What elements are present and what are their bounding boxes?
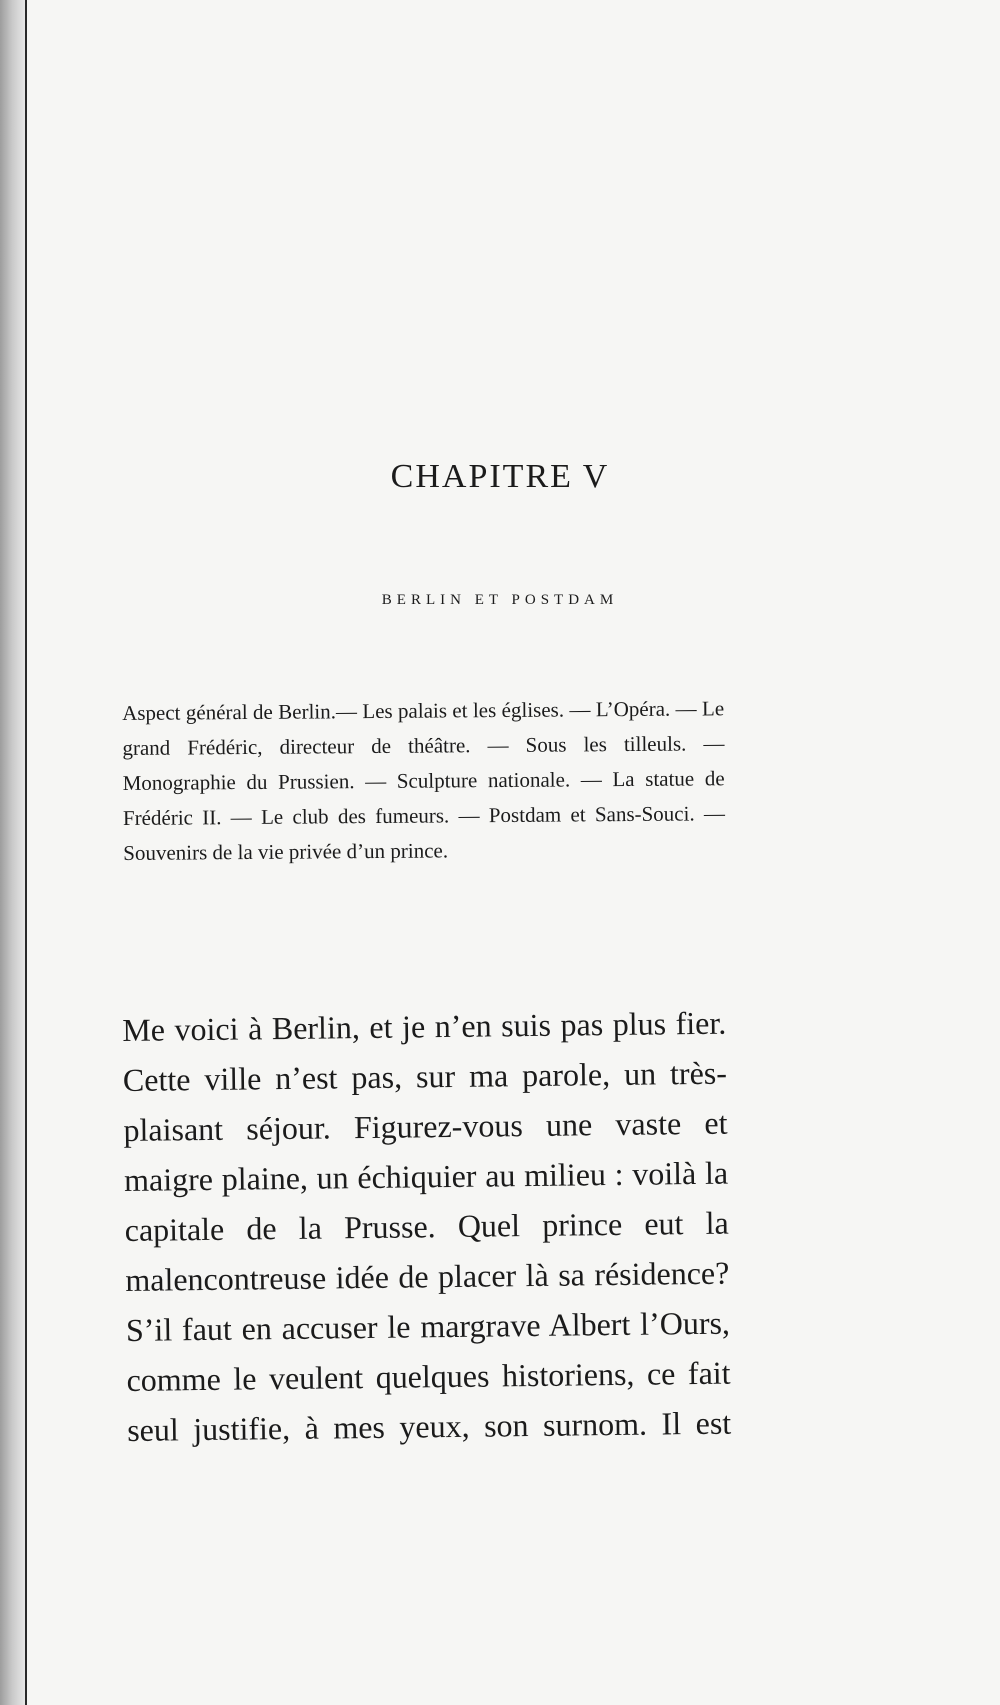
book-binding-shadow: [0, 0, 27, 1705]
body-paragraph: Me voici à Berlin, et je n’en suis pas plus fier. Cette ville n’est pas, sur ma parole, un très-plaisant séjour. Figurez-vous une vaste et maigre plaine, un échiquier au milieu : voilà la capitale de la Prusse. Quel prince eut la malencontreuse idée de placer là sa résidence? S’il faut en accuser le margrave Albert l’Ours, comme le veulent quelques historiens, ce fait seul justifie, à mes yeux, son surnom. Il est: [122, 1004, 732, 1448]
chapter-subtitle: BERLIN ET POSTDAM: [381, 592, 619, 608]
page-edge-line: [25, 0, 27, 1705]
chapter-title: CHAPITRE V: [390, 458, 610, 495]
chapter-summary: Aspect général de Berlin.— Les palais et les églises. — L’Opéra. — Le grand Frédéric, directeur de théâtre. — Sous les tilleuls. — Monographie du Prussien. — Sculpture nationale. — La statue de Frédéric II. — Le club des fumeurs. — Postdam et Sans-Souci. — Souvenirs de la vie privée d’un prince.: [122, 696, 726, 865]
